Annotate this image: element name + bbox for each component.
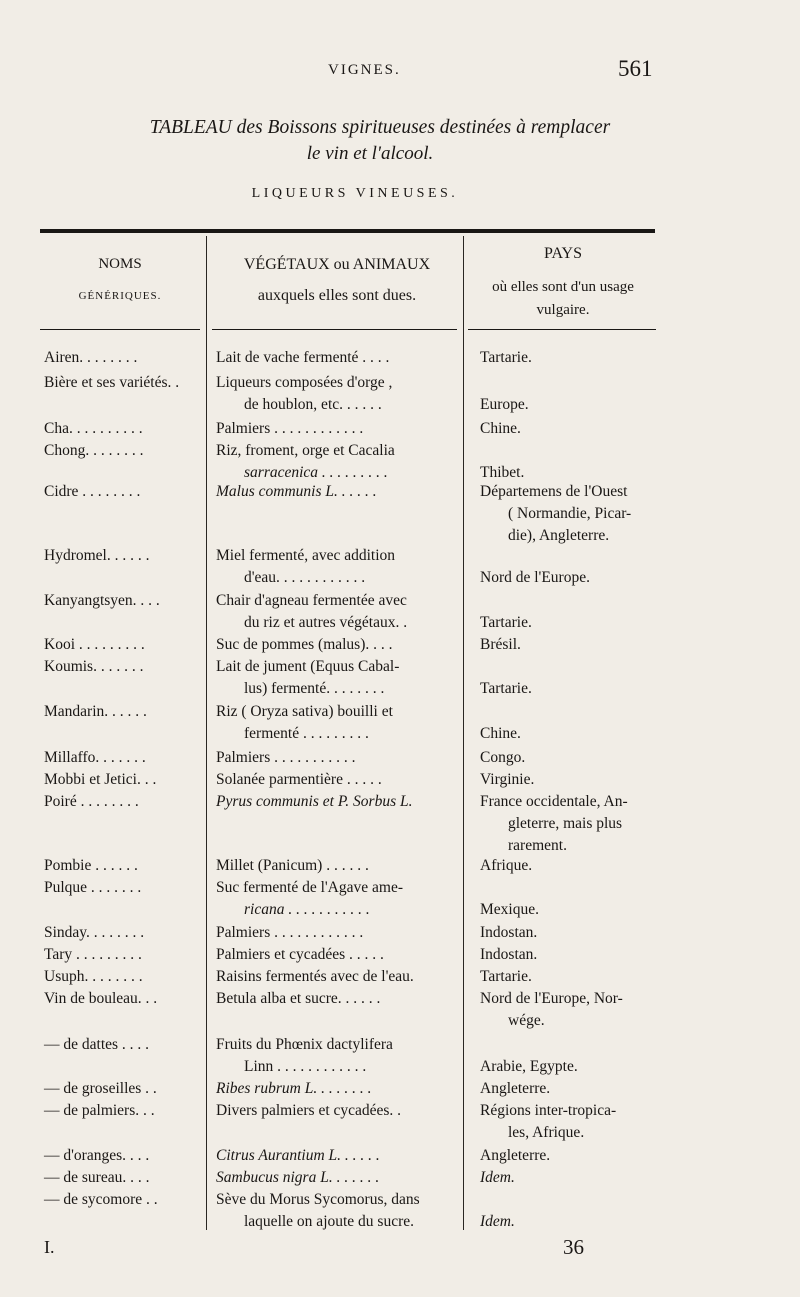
column-divider-right: [463, 236, 464, 1230]
beverage-name: Mandarin. . . . . .: [44, 703, 147, 720]
beverage-name: Kanyangtsyen. . . .: [44, 592, 160, 609]
source-line: de houblon, etc. . . . . .: [244, 396, 382, 413]
country-line: [480, 877, 660, 899]
source-line: Palmiers et cycadées . . . . .: [216, 946, 384, 963]
source-origin: [216, 545, 460, 589]
beverage-name: Cha. . . . . . . . . .: [44, 420, 143, 437]
country-line: Tartarie.: [480, 349, 532, 366]
country: [480, 988, 660, 1032]
beverage-name: Pulque . . . . . . .: [44, 879, 142, 896]
source-line: Linn . . . . . . . . . . . .: [244, 1058, 367, 1075]
country: [480, 1189, 660, 1233]
source-origin: [216, 372, 460, 416]
country-line: [480, 372, 660, 394]
country: [480, 877, 660, 921]
beverage-name: — de sycomore . .: [44, 1191, 158, 1208]
source-line: sarracenica . . . . . . . . .: [244, 464, 388, 481]
source-line: Chair d'agneau fermentée avec: [216, 592, 407, 609]
header-rule-col3: [468, 329, 656, 330]
country-line: Angleterre.: [480, 1147, 551, 1164]
source-line: laquelle on ajoute du sucre.: [244, 1213, 415, 1230]
country: [480, 1034, 660, 1078]
country: [480, 481, 660, 547]
country-line: [480, 1034, 660, 1056]
signature-mark: I.: [44, 1237, 55, 1257]
country-line: Idem.: [480, 1213, 515, 1230]
source-line: Palmiers . . . . . . . . . . .: [216, 749, 356, 766]
beverage-name: Millaffo. . . . . . .: [44, 749, 146, 766]
source-line: Malus communis L. . . . . .: [216, 483, 377, 500]
beverage-name: — d'oranges. . . .: [44, 1147, 150, 1164]
source-line: Palmiers . . . . . . . . . . . .: [216, 420, 364, 437]
beverage-name: Sinday. . . . . . . .: [44, 924, 145, 941]
beverage-name: Usuph. . . . . . . .: [44, 968, 143, 985]
source-origin: [216, 418, 460, 440]
source-line: Palmiers . . . . . . . . . . . .: [216, 924, 364, 941]
country-line: [480, 1189, 660, 1211]
source-origin: [216, 1189, 460, 1233]
beverage-name: Tary . . . . . . . . .: [44, 946, 142, 963]
country: [480, 440, 660, 484]
source-line: Lait de vache fermenté . . . .: [216, 349, 390, 366]
sheet-number: 36: [563, 1235, 584, 1259]
source-origin: [216, 481, 460, 503]
header-rule-col2: [212, 329, 457, 330]
country-line: Europe.: [480, 396, 529, 413]
source-line: Citrus Aurantium L. . . . . .: [216, 1147, 380, 1164]
source-origin: [216, 590, 460, 634]
country-line: Mexique.: [480, 901, 539, 918]
country: [480, 944, 660, 966]
beverage-name: Kooi . . . . . . . . .: [44, 636, 145, 653]
source-line: Suc de pommes (malus). . . .: [216, 636, 393, 653]
source-line: Solanée parmentière . . . . .: [216, 771, 382, 788]
header-rule-col1: [40, 329, 200, 330]
source-line: Riz ( Oryza sativa) bouilli et: [216, 703, 393, 720]
source-origin: [216, 966, 460, 988]
country-line: Afrique.: [480, 857, 533, 874]
country-line: Régions inter-tropica-: [480, 1102, 617, 1119]
country: [480, 590, 660, 634]
source-origin: [216, 747, 460, 769]
country-line: [480, 545, 660, 567]
table-subtitle: le vin et l'alcool.: [306, 143, 434, 164]
country: [480, 372, 660, 416]
beverage-name: Vin de bouleau. . .: [44, 990, 158, 1007]
section-heading: LIQUEURS VINEUSES.: [251, 186, 459, 201]
country: [480, 418, 660, 440]
beverage-name: Airen. . . . . . . .: [44, 349, 138, 366]
source-origin: [216, 440, 460, 484]
country-line: les, Afrique.: [508, 1124, 585, 1141]
running-title: VIGNES.: [328, 62, 401, 78]
country: [480, 545, 660, 589]
country: [480, 701, 660, 745]
beverage-name: Pombie . . . . . .: [44, 857, 138, 874]
beverage-name: — de groseilles . .: [44, 1080, 157, 1097]
source-line: lus) fermenté. . . . . . . .: [244, 680, 385, 697]
country: [480, 1167, 660, 1189]
source-origin: [216, 1167, 460, 1189]
source-origin: [216, 1145, 460, 1167]
country-line: Départemens de l'Ouest: [480, 483, 628, 500]
country-line: Angleterre.: [480, 1080, 551, 1097]
header-auxquels: auxquels elles sont dues.: [257, 287, 417, 304]
source-line: Raisins fermentés avec de l'eau.: [216, 968, 414, 985]
beverage-name: — de sureau. . . .: [44, 1169, 150, 1186]
country-line: [480, 701, 660, 723]
country: [480, 747, 660, 769]
source-line: Lait de jument (Equus Cabal-: [216, 658, 400, 675]
source-origin: [216, 791, 460, 813]
header-pays: PAYS: [544, 245, 582, 262]
source-origin: [216, 1034, 460, 1078]
top-rule: [40, 229, 655, 233]
source-line: Millet (Panicum) . . . . . .: [216, 857, 369, 874]
source-line: ricana . . . . . . . . . . .: [244, 901, 370, 918]
country: [480, 347, 660, 369]
country-line: wége.: [508, 1012, 545, 1029]
source-line: Pyrus communis et P. Sorbus L.: [216, 793, 413, 810]
country-line: Virginie.: [480, 771, 535, 788]
source-origin: [216, 769, 460, 791]
source-line: fermenté . . . . . . . . .: [244, 725, 369, 742]
source-origin: [216, 1100, 460, 1122]
country: [480, 656, 660, 700]
source-origin: [216, 922, 460, 944]
beverage-name: Koumis. . . . . . .: [44, 658, 144, 675]
page-number: 561: [618, 56, 653, 81]
source-line: Divers palmiers et cycadées. .: [216, 1102, 402, 1119]
country: [480, 634, 660, 656]
country-line: Tartarie.: [480, 614, 532, 631]
source-origin: [216, 988, 460, 1010]
header-noms: NOMS: [98, 256, 142, 272]
source-origin: [216, 877, 460, 921]
country-line: Brésil.: [480, 636, 521, 653]
source-origin: [216, 1078, 460, 1100]
beverage-name: Cidre . . . . . . . .: [44, 483, 141, 500]
country: [480, 855, 660, 877]
source-origin: [216, 701, 460, 745]
country-line: Congo.: [480, 749, 526, 766]
beverage-name: Poiré . . . . . . . .: [44, 793, 139, 810]
country: [480, 922, 660, 944]
country-line: rarement.: [508, 837, 567, 854]
country: [480, 791, 660, 857]
source-origin: [216, 944, 460, 966]
column-divider-left: [206, 236, 207, 1230]
source-line: Riz, froment, orge et Cacalia: [216, 442, 395, 459]
beverage-name: — de palmiers. . .: [44, 1102, 155, 1119]
header-vegetaux: VÉGÉTAUX ou ANIMAUX: [243, 256, 431, 273]
source-line: Sambucus nigra L. . . . . . .: [216, 1169, 380, 1186]
source-line: Suc fermenté de l'Agave ame-: [216, 879, 403, 896]
country-line: Indostan.: [480, 946, 538, 963]
country-line: Arabie, Egypte.: [480, 1058, 578, 1075]
country-line: Nord de l'Europe.: [480, 569, 590, 586]
source-line: Fruits du Phœnix dactylifera: [216, 1036, 393, 1053]
country-line: Thibet.: [480, 464, 525, 481]
title-rest: Boissons spiritueuses destinées à remplacer: [267, 117, 611, 138]
source-origin: [216, 634, 460, 656]
country-line: France occidentale, An-: [480, 793, 628, 810]
country-line: Nord de l'Europe, Nor-: [480, 990, 623, 1007]
country: [480, 966, 660, 988]
beverage-name: Mobbi et Jetici. . .: [44, 771, 157, 788]
source-line: Liqueurs composées d'orge ,: [216, 374, 393, 391]
beverage-name: Hydromel. . . . . .: [44, 547, 150, 564]
source-line: du riz et autres végétaux. .: [244, 614, 408, 631]
country: [480, 1100, 660, 1144]
beverage-name: Bière et ses variétés. .: [44, 374, 180, 391]
country-line: Chine.: [480, 420, 521, 437]
country-line: Tartarie.: [480, 680, 532, 697]
country-line: die), Angleterre.: [508, 527, 610, 544]
country-line: [480, 590, 660, 612]
country-line: [480, 440, 660, 462]
beverage-name: — de dattes . . . .: [44, 1036, 150, 1053]
source-line: d'eau. . . . . . . . . . . .: [244, 569, 366, 586]
beverage-name: Chong. . . . . . . .: [44, 442, 144, 459]
country: [480, 769, 660, 791]
title-word-tableau: TABLEAU: [149, 117, 232, 138]
source-line: Ribes rubrum L. . . . . . . .: [216, 1080, 372, 1097]
country-line: Indostan.: [480, 924, 538, 941]
header-usage: où elles sont d'un usage vulgaire.: [492, 279, 634, 318]
country-line: [480, 656, 660, 678]
country-line: ( Normandie, Picar-: [508, 505, 632, 522]
country-line: Chine.: [480, 725, 521, 742]
table-title: [0, 117, 760, 139]
country: [480, 1078, 660, 1100]
source-line: Betula alba et sucre. . . . . .: [216, 990, 381, 1007]
title-connector: des: [231, 117, 268, 138]
country-line: Idem.: [480, 1169, 515, 1186]
country-line: gleterre, mais plus: [508, 815, 623, 832]
source-line: Miel fermenté, avec addition: [216, 547, 396, 564]
source-line: Sève du Morus Sycomorus, dans: [216, 1191, 420, 1208]
country: [480, 1145, 660, 1167]
source-origin: [216, 656, 460, 700]
header-generiques: GÉNÉRIQUES.: [78, 290, 162, 302]
source-origin: [216, 347, 460, 369]
country-line: Tartarie.: [480, 968, 532, 985]
source-origin: [216, 855, 460, 877]
